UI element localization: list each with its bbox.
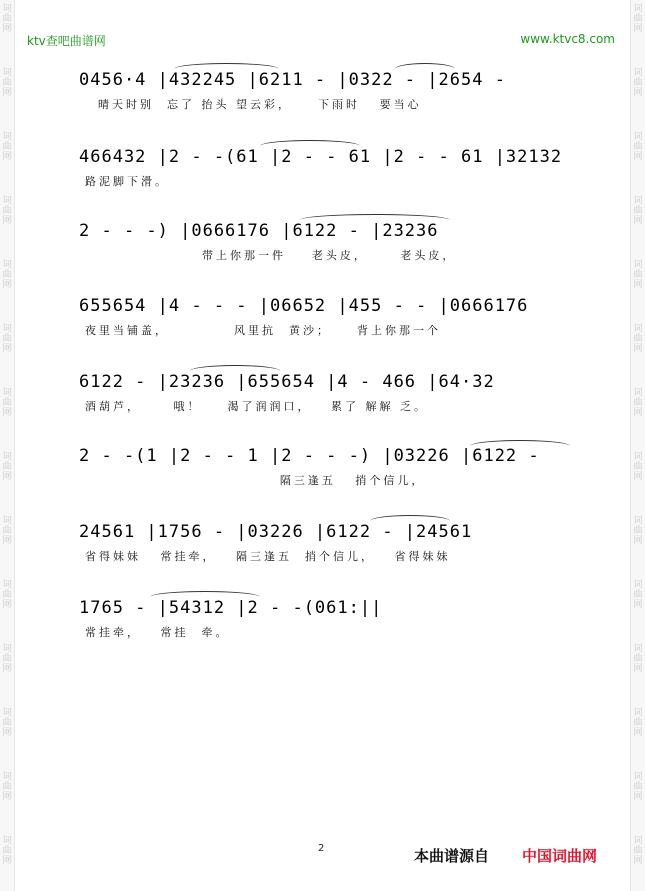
lyrics-line: 省得妹妹 常挂牵， 隔三逢五 捎个信儿， 省得妹妹	[85, 550, 451, 563]
lyrics-line: 路泥脚下滑。	[85, 175, 169, 188]
watermark-text: 词 曲 网	[633, 836, 643, 866]
watermark-text: 词 曲 网	[2, 68, 12, 98]
watermark-text: 词 曲 网	[2, 4, 12, 34]
slur-mark	[395, 63, 455, 69]
watermark-text: 词 曲 网	[633, 324, 643, 354]
watermark-text: 词 曲 网	[633, 68, 643, 98]
watermark-text: 词 曲 网	[633, 516, 643, 546]
notation-line: 24561 |1756 - |03226 |6122 - |24561	[79, 522, 473, 542]
lyrics-line: 带上你那一件 老头皮， 老头皮，	[85, 249, 457, 262]
footer-source-label: 本曲谱源自	[414, 847, 490, 865]
lyrics-line: 酒葫芦， 哦！ 渴了润润口， 累了 解解 乏。	[85, 400, 428, 413]
lyrics-line: 夜里当铺盖， 风里抗 黄沙； 背上你那一个	[85, 324, 441, 337]
watermark-text: 词 曲 网	[633, 772, 643, 802]
watermark-text: 词 曲 网	[2, 324, 12, 354]
notation-line: 655654 |4 - - - |06652 |455 - - |0666176	[79, 296, 529, 316]
slur-mark	[300, 214, 450, 220]
watermark-text: 词 曲 网	[2, 388, 12, 418]
watermark-text: 词 曲 网	[633, 4, 643, 34]
watermark-text: 词 曲 网	[2, 452, 12, 482]
page-number: 2	[318, 843, 325, 854]
lyrics-line: 常挂牵， 常挂 牵。	[85, 626, 230, 639]
watermark-text: 词 曲 网	[2, 196, 12, 226]
watermark-text: 词 曲 网	[2, 708, 12, 738]
slur-mark	[370, 515, 450, 521]
watermark-text: 词 曲 网	[633, 196, 643, 226]
watermark-text: 词 曲 网	[633, 452, 643, 482]
slur-mark	[470, 440, 570, 446]
watermark-text: 词 曲 网	[633, 644, 643, 674]
header-site-title: ktv查吧曲谱网	[27, 34, 106, 48]
notation-line: 0456·4 |432245 |6211 - |0322 - |2654 -	[79, 70, 506, 90]
notation-line: 466432 |2 - -(61 |2 - - 61 |2 - - 61 |32132	[79, 147, 563, 167]
notation-line: 2 - - -) |0666176 |6122 - |23236	[79, 221, 439, 241]
watermark-text: 词 曲 网	[2, 836, 12, 866]
slur-mark	[190, 365, 280, 371]
slur-mark	[150, 591, 260, 597]
notation-line: 6122 - |23236 |655654 |4 - 466 |64·32	[79, 372, 495, 392]
notation-line: 1765 - |54312 |2 - -(061:||	[79, 598, 383, 618]
watermark-text: 词 曲 网	[633, 708, 643, 738]
lyrics-line: 晴天时别 忘了 抬头 望云彩， 下雨时 要当心	[85, 98, 422, 111]
lyrics-line: 隔三逢五 捎个信儿，	[85, 474, 426, 487]
watermark-text: 词 曲 网	[2, 644, 12, 674]
watermark-text: 词 曲 网	[633, 388, 643, 418]
footer-site-name[interactable]: 中国词曲网	[522, 847, 598, 865]
notation-line: 2 - -(1 |2 - - 1 |2 - - -) |03226 |6122 -	[79, 446, 540, 466]
header-site-url[interactable]: www.ktvc8.com	[520, 32, 615, 46]
slur-mark	[174, 63, 279, 69]
watermark-text: 词 曲 网	[633, 132, 643, 162]
watermark-text: 词 曲 网	[2, 772, 12, 802]
watermark-text: 词 曲 网	[633, 260, 643, 290]
watermark-text: 词 曲 网	[2, 580, 12, 610]
watermark-column-right	[631, 0, 645, 891]
slur-mark	[260, 140, 360, 146]
watermark-text: 词 曲 网	[2, 132, 12, 162]
watermark-text: 词 曲 网	[2, 260, 12, 290]
watermark-text: 词 曲 网	[633, 580, 643, 610]
watermark-text: 词 曲 网	[2, 516, 12, 546]
